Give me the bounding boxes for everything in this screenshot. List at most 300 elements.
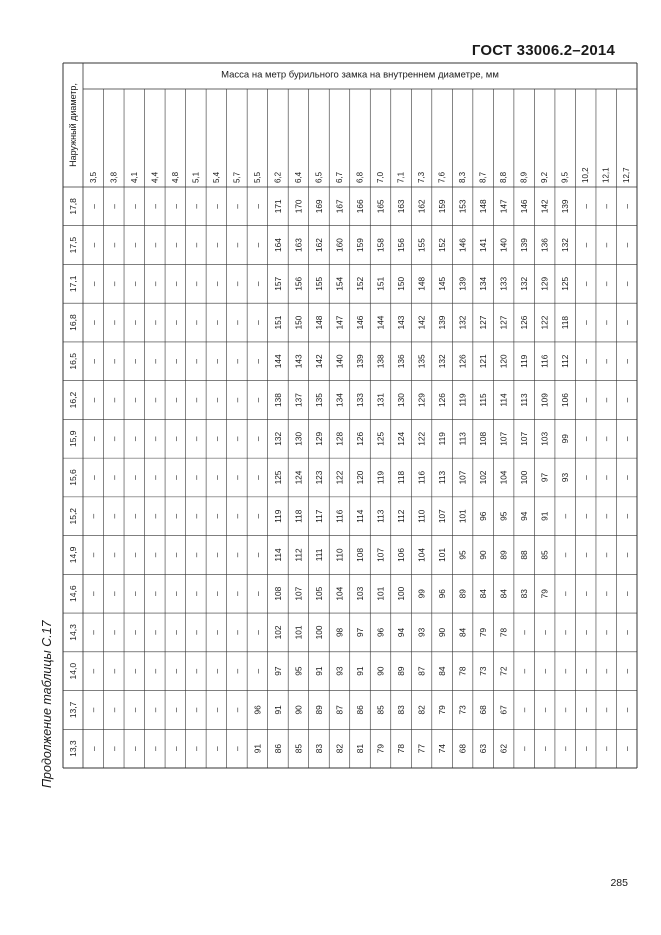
mass-value: –	[211, 397, 222, 403]
mass-value: –	[129, 746, 140, 751]
mass-value: 77	[416, 744, 427, 754]
mass-value: 102	[272, 625, 283, 640]
mass-value: –	[129, 204, 140, 209]
mass-value: –	[88, 281, 99, 287]
mass-value: 157	[272, 276, 283, 291]
mass-value: 98	[334, 627, 345, 638]
mass-value: –	[231, 552, 242, 558]
mass-value: 73	[457, 705, 468, 715]
mass-value: –	[149, 591, 160, 597]
mass-value: –	[231, 513, 242, 519]
inner-diameter-label: 9,2	[540, 171, 550, 183]
mass-value: 148	[478, 199, 489, 214]
mass-value: 139	[437, 315, 448, 330]
mass-value: 125	[560, 276, 571, 291]
mass-value: –	[252, 668, 263, 674]
mass-value: –	[560, 630, 571, 635]
mass-value: 96	[252, 705, 263, 715]
mass-value: –	[108, 204, 119, 209]
mass-value: –	[621, 552, 632, 558]
mass-value: 113	[375, 509, 386, 523]
mass-value: –	[149, 320, 160, 325]
mass-value: 90	[437, 627, 448, 638]
mass-value: 146	[457, 238, 468, 253]
mass-value: 127	[478, 315, 489, 330]
mass-value: –	[252, 397, 263, 403]
mass-value: 146	[519, 199, 530, 214]
mass-value: 78	[457, 666, 468, 676]
mass-value: 140	[334, 354, 345, 369]
mass-value: –	[231, 630, 242, 635]
mass-value: –	[601, 436, 612, 442]
mass-value: –	[231, 242, 242, 248]
mass-value: –	[211, 707, 222, 713]
mass-value: –	[211, 242, 222, 248]
mass-value: 84	[437, 666, 448, 676]
mass-value: –	[580, 746, 591, 751]
mass-value: 97	[355, 627, 365, 638]
mass-value: –	[129, 591, 140, 597]
mass-value: 134	[478, 276, 489, 291]
mass-value: –	[211, 204, 222, 209]
mass-value: 105	[313, 586, 324, 601]
mass-value: –	[580, 358, 591, 364]
inner-diameter-label: 8,7	[478, 171, 488, 183]
mass-value: 83	[519, 589, 530, 599]
mass-value: –	[190, 358, 201, 364]
mass-value: 148	[313, 315, 324, 330]
mass-value: –	[560, 707, 571, 713]
mass-value: –	[211, 358, 222, 364]
mass-value: –	[580, 591, 591, 597]
mass-value: –	[190, 668, 201, 674]
mass-value: 95	[293, 666, 304, 676]
mass-value: 135	[416, 354, 427, 369]
mass-value: –	[539, 707, 550, 713]
mass-value: –	[231, 204, 242, 209]
mass-value: –	[88, 358, 99, 364]
mass-value: –	[190, 281, 201, 287]
mass-value: –	[621, 320, 632, 325]
inner-diameter-label: 5,4	[211, 171, 221, 183]
mass-value: –	[252, 242, 263, 248]
mass-value: –	[601, 668, 612, 674]
mass-value: –	[252, 591, 263, 597]
mass-value: 112	[396, 509, 407, 523]
mass-value: 82	[334, 744, 345, 754]
mass-value: –	[190, 591, 201, 597]
mass-value: 143	[293, 354, 304, 369]
mass-value: 94	[396, 627, 407, 638]
mass-value: –	[211, 668, 222, 674]
mass-value: 122	[539, 315, 550, 330]
mass-value: 79	[539, 589, 550, 599]
mass-value: –	[601, 630, 612, 635]
mass-value: 78	[396, 744, 407, 754]
mass-value: 119	[375, 470, 386, 485]
mass-value: –	[88, 591, 99, 597]
mass-value: 171	[272, 199, 283, 214]
outer-diameter-label: 17,5	[68, 236, 78, 254]
mass-value: –	[580, 513, 591, 519]
mass-value: 141	[478, 238, 489, 253]
mass-value: 90	[293, 705, 304, 715]
mass-value: –	[129, 242, 140, 248]
mass-value: –	[170, 513, 181, 519]
mass-value: –	[519, 707, 530, 713]
mass-value: 132	[519, 276, 530, 291]
mass-value: 143	[396, 315, 407, 330]
outer-diameter-label: 15,2	[68, 507, 78, 525]
mass-value: –	[621, 436, 632, 442]
mass-value: 147	[334, 315, 345, 330]
mass-value: 106	[560, 393, 571, 407]
inner-diameter-label: 5,5	[252, 171, 262, 183]
mass-value: –	[149, 475, 160, 480]
mass-value: 79	[437, 705, 448, 715]
mass-value: 130	[293, 431, 304, 446]
inner-diameter-label: 6,5	[314, 171, 324, 183]
mass-value: 73	[478, 666, 489, 676]
mass-value: 167	[334, 199, 345, 214]
mass-value: –	[580, 320, 591, 325]
inner-diameter-label: 7,3	[417, 171, 427, 183]
mass-value: –	[170, 707, 181, 713]
mass-value: –	[539, 746, 550, 751]
mass-value: –	[129, 436, 140, 442]
mass-value: 89	[457, 589, 468, 599]
mass-value: 138	[272, 393, 283, 407]
mass-value: 78	[498, 627, 509, 638]
mass-value: –	[601, 746, 612, 751]
mass-value: –	[108, 475, 119, 480]
inner-diameter-label: 12,1	[601, 167, 611, 183]
mass-value: 170	[293, 199, 304, 214]
mass-value: –	[601, 475, 612, 480]
mass-value: 96	[437, 589, 448, 599]
mass-value: –	[601, 707, 612, 713]
mass-value: 165	[375, 199, 386, 214]
mass-value: –	[519, 630, 530, 635]
outer-diameter-label: 15,6	[68, 469, 78, 486]
mass-value: 162	[313, 238, 324, 253]
outer-diameter-label: 17,1	[68, 275, 78, 293]
mass-value: –	[170, 397, 181, 403]
mass-value: –	[211, 436, 222, 442]
mass-value: –	[149, 746, 160, 751]
mass-value: 91	[252, 744, 263, 754]
inner-diameter-label: 3,8	[109, 171, 119, 183]
mass-value: –	[108, 397, 119, 403]
mass-value: –	[129, 513, 140, 519]
mass-value: –	[129, 320, 140, 325]
outer-diameter-header: Наружный диаметр,	[68, 83, 78, 167]
mass-value: –	[580, 475, 591, 480]
mass-value: 152	[437, 238, 448, 253]
mass-value: 142	[539, 199, 550, 214]
mass-value: 132	[272, 431, 283, 446]
outer-diameter-label: 14,0	[68, 662, 78, 680]
mass-value: –	[149, 204, 160, 209]
mass-value: 104	[498, 470, 509, 485]
mass-value: 90	[375, 666, 386, 676]
mass-value: 107	[293, 586, 304, 601]
mass-value: –	[211, 591, 222, 597]
mass-value: 113	[437, 470, 448, 485]
mass-value: –	[580, 436, 591, 442]
mass-value: –	[190, 320, 201, 325]
mass-value: –	[88, 668, 99, 674]
mass-value: –	[560, 668, 571, 674]
mass-value: –	[580, 397, 591, 403]
mass-value: 119	[519, 354, 530, 368]
mass-value: 111	[313, 548, 324, 562]
mass-value: 118	[293, 509, 304, 523]
mass-value: –	[621, 397, 632, 403]
mass-value: –	[108, 552, 119, 558]
mass-value: –	[108, 436, 119, 442]
mass-value: 88	[519, 550, 530, 560]
mass-value: –	[149, 513, 160, 519]
mass-value: 155	[313, 276, 324, 291]
mass-value: –	[108, 281, 119, 287]
mass-value: 104	[416, 548, 427, 562]
mass-value: 113	[457, 432, 468, 446]
mass-value: –	[129, 281, 140, 287]
mass-value: 136	[539, 238, 550, 253]
mass-value: 95	[498, 511, 509, 521]
mass-value: –	[149, 397, 160, 403]
mass-value: 106	[396, 548, 407, 562]
mass-value: 82	[416, 705, 427, 715]
mass-value: –	[170, 204, 181, 209]
mass-value: –	[170, 746, 181, 751]
mass-value: 83	[396, 705, 407, 715]
mass-value: 163	[396, 199, 407, 214]
mass-value: 101	[375, 586, 386, 601]
mass-value: 153	[457, 199, 468, 214]
mass-value: –	[601, 358, 612, 364]
mass-value: –	[231, 436, 242, 442]
mass-value: –	[211, 320, 222, 325]
mass-value: 118	[560, 315, 571, 330]
mass-value: –	[519, 668, 530, 674]
mass-value: 96	[478, 511, 489, 521]
inner-diameter-label: 8,8	[499, 171, 509, 183]
mass-value: –	[170, 668, 181, 674]
mass-value: –	[170, 475, 181, 480]
mass-value: 119	[457, 393, 468, 407]
mass-value: 87	[334, 705, 345, 715]
mass-value: –	[149, 552, 160, 558]
mass-value: 110	[334, 548, 345, 562]
mass-value: 156	[396, 238, 407, 253]
mass-value: 132	[457, 315, 468, 330]
mass-value: 100	[519, 470, 530, 485]
mass-value: 99	[416, 589, 427, 599]
mass-value: –	[170, 320, 181, 325]
inner-diameter-label: 10,2	[581, 167, 591, 183]
mass-value: 107	[519, 431, 530, 446]
mass-value: 107	[437, 509, 448, 524]
mass-value: –	[170, 436, 181, 442]
mass-value: 107	[457, 470, 468, 485]
mass-value: 133	[355, 393, 365, 407]
mass-value: 138	[375, 354, 386, 369]
inner-diameter-label: 5,7	[232, 171, 242, 183]
mass-value: –	[231, 475, 242, 480]
mass-value: –	[621, 204, 632, 209]
mass-value: 112	[560, 354, 571, 368]
mass-value: 129	[313, 431, 324, 446]
mass-value: 104	[334, 586, 345, 601]
mass-value: 142	[313, 354, 324, 369]
mass-value: 94	[519, 511, 530, 521]
mass-value: –	[252, 204, 263, 209]
mass-value: 139	[355, 354, 365, 369]
mass-value: 89	[498, 550, 509, 560]
mass-value: 129	[539, 276, 550, 291]
mass-value: –	[621, 746, 632, 751]
mass-value: 100	[313, 625, 324, 640]
inner-diameter-label: 6,2	[273, 171, 283, 183]
mass-value: 93	[416, 627, 427, 638]
mass-value: –	[252, 436, 263, 442]
mass-value: –	[149, 436, 160, 442]
mass-value: –	[88, 436, 99, 442]
inner-diameter-label: 12,7	[622, 167, 632, 183]
mass-value: 63	[478, 744, 489, 754]
mass-value: –	[190, 513, 201, 519]
mass-value: 89	[396, 666, 407, 676]
mass-value: –	[88, 320, 99, 325]
mass-value: –	[129, 552, 140, 558]
outer-diameter-label: 17,8	[68, 198, 78, 215]
mass-value: 85	[375, 705, 386, 715]
mass-value: –	[231, 591, 242, 597]
mass-value: –	[621, 475, 632, 480]
mass-value: 151	[272, 315, 283, 330]
mass-value: 115	[478, 393, 489, 407]
inner-diameter-label: 7,6	[437, 171, 447, 183]
mass-value: –	[190, 746, 201, 751]
mass-value: 90	[478, 550, 489, 560]
mass-value: –	[88, 630, 99, 635]
mass-value: –	[601, 242, 612, 248]
mass-value: 87	[416, 666, 427, 676]
mass-value: 116	[334, 509, 345, 523]
mass-value: –	[190, 204, 201, 209]
mass-value: 145	[437, 276, 448, 291]
mass-value: –	[108, 320, 119, 325]
mass-value: 116	[416, 470, 427, 485]
mass-value: –	[231, 397, 242, 403]
mass-value: –	[252, 358, 263, 364]
mass-value: –	[211, 552, 222, 558]
inner-diameter-header: Масса на метр бурильного замка на внутреннем диаметре, мм	[221, 69, 499, 81]
mass-value: 68	[478, 705, 489, 715]
inner-diameter-label: 4,8	[170, 171, 180, 183]
mass-value: –	[88, 242, 99, 248]
table-caption: Продолжение таблицы С.17	[40, 620, 54, 788]
mass-value: –	[88, 707, 99, 713]
mass-value: 101	[437, 548, 448, 562]
outer-diameter-label: 16,5	[68, 353, 78, 370]
mass-value: 144	[375, 315, 386, 330]
mass-value: 107	[375, 548, 386, 562]
mass-value: –	[149, 242, 160, 248]
mass-value: 125	[272, 470, 283, 485]
mass-value: 79	[478, 627, 489, 638]
mass-value: –	[149, 281, 160, 287]
mass-value: –	[88, 552, 99, 558]
mass-value: –	[560, 746, 571, 751]
mass-value: 124	[396, 431, 407, 446]
mass-value: 162	[416, 199, 427, 214]
mass-value: –	[539, 668, 550, 674]
mass-value: 86	[272, 744, 283, 754]
inner-diameter-label: 4,4	[150, 171, 160, 183]
mass-value: –	[170, 552, 181, 558]
mass-value: –	[231, 668, 242, 674]
mass-value: 130	[396, 393, 407, 407]
mass-value: –	[88, 746, 99, 751]
mass-value: 114	[498, 393, 509, 407]
mass-value: –	[621, 513, 632, 519]
mass-value: –	[211, 475, 222, 480]
mass-value: 91	[272, 705, 283, 715]
mass-value: 86	[355, 705, 365, 715]
mass-value: –	[129, 707, 140, 713]
mass-value: –	[621, 630, 632, 635]
mass-value: –	[231, 320, 242, 325]
mass-value: –	[129, 630, 140, 635]
mass-value: –	[601, 591, 612, 597]
mass-value: –	[190, 397, 201, 403]
mass-value: 114	[272, 548, 283, 562]
mass-value: 150	[396, 276, 407, 291]
inner-diameter-label: 4,1	[129, 171, 139, 183]
mass-value: –	[88, 513, 99, 519]
mass-value: 93	[560, 472, 571, 483]
mass-value: 166	[355, 199, 365, 214]
mass-value: 116	[539, 354, 550, 368]
mass-value: 127	[498, 315, 509, 330]
mass-value: 159	[355, 238, 365, 253]
mass-value: 97	[539, 472, 550, 483]
mass-value: 135	[313, 393, 324, 407]
mass-value: 101	[293, 625, 304, 640]
mass-value: 85	[293, 744, 304, 754]
mass-value: 91	[539, 511, 550, 521]
inner-diameter-label: 6,7	[334, 171, 344, 183]
mass-value: –	[601, 513, 612, 519]
mass-value: 150	[293, 315, 304, 330]
mass-value: –	[88, 204, 99, 209]
mass-value: –	[108, 668, 119, 674]
mass-value: 79	[375, 744, 386, 754]
mass-value: 62	[498, 744, 509, 754]
mass-value: –	[88, 475, 99, 480]
inner-diameter-label: 9,5	[560, 171, 570, 183]
mass-value: –	[580, 630, 591, 635]
mass-value: 114	[355, 509, 365, 523]
mass-value: 81	[355, 744, 365, 754]
mass-value: –	[621, 281, 632, 287]
mass-value: 163	[293, 238, 304, 253]
mass-value: 134	[334, 393, 345, 407]
mass-value: –	[108, 591, 119, 597]
